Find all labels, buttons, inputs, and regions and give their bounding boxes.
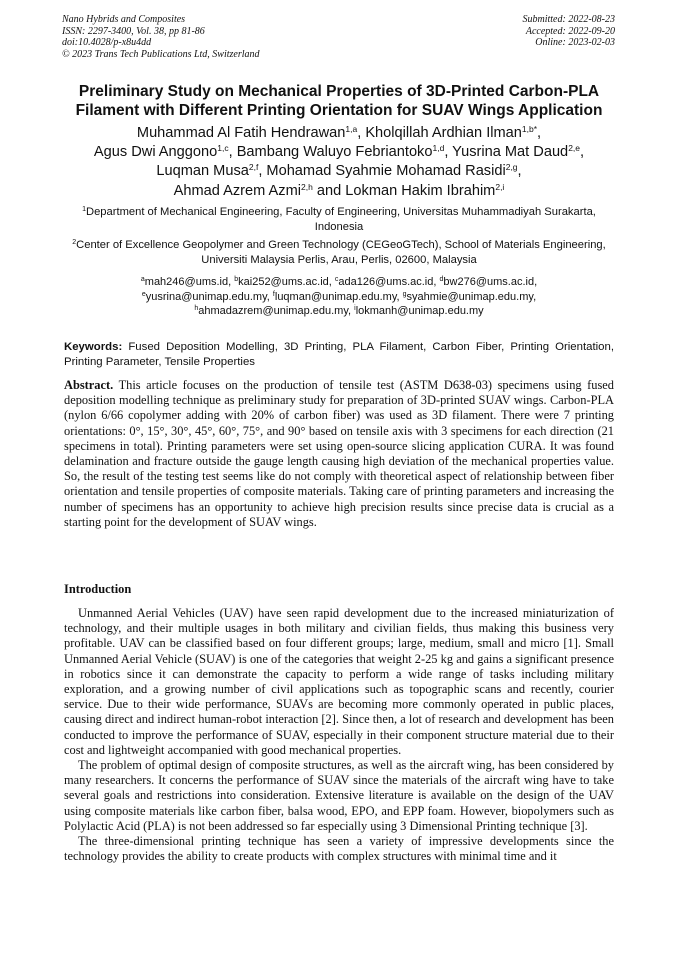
dates-info: [523, 14, 616, 49]
email-sup: b: [234, 276, 239, 283]
author-sep: ,: [444, 144, 453, 161]
accepted-date: Accepted: 2022-09-20: [525, 25, 615, 37]
author-line-3: [40, 162, 638, 181]
author-name: Kholqillah Ardhian Ilman: [365, 125, 522, 141]
affiliation-text: Center of Excellence Geopolymer and Green Technology (CEGeoGTech), School of Materials Engineering, Universiti Malaysia Perlis, Arau, Perlis, 02600, Malaysia: [76, 239, 606, 266]
affiliation-2: [66, 238, 612, 268]
affiliation-sup: 1: [82, 206, 86, 213]
email-link[interactable]: ada126@ums.ac.id: [338, 276, 434, 288]
author-name: Ahmad Azrem Azmi: [173, 182, 301, 199]
author-name: Muhammad Al Fatih Hendrawan: [136, 125, 346, 141]
author-sup: 1,d: [432, 143, 445, 154]
submitted-date: Submitted: 2022-08-23: [522, 14, 615, 25]
author-name: Lokman Hakim Ibrahim: [345, 182, 496, 199]
affiliation-1: [66, 205, 612, 235]
paragraph: The three-dimensional printing technique has seen a variety of impressive developments since the technology provides the ability to create products with complex structures with minimal time and it: [64, 834, 614, 864]
author-list: [40, 124, 638, 201]
email-link[interactable]: yusrina@unimap.edu.my: [145, 290, 267, 303]
paragraph: Unmanned Aerial Vehicles (UAV) have seen rapid development due to the increased miniaturization of technology, and their multiple usages in both military and civilian fields, thus making this business very profitable. UAV can be classified based on four different groups; large, medium, small and micro [1]. Small Unmanned Aerial Vehicle (SUAV) is one of the categories that weight 2-25 kg and gains a significant presence in robotics since it can demonstrate the capacity to perform a wide range of tasks including military exploration, and a growing number of civil applications such as topographic scans and recently, courier service. Due to their wide performance, SUAVs are becoming more commonly operated in public places, causing direct and indirect human-robot interaction [2]. Since then, a lot of research and development has been conducted to improve the performance of SUAV, especially in their component structure material due to their cost and lightweight accompanied with good mechanical properties.: [64, 606, 614, 757]
author-name: Yusrina Mat Daud: [452, 144, 569, 161]
email-line-3: $^h$ahmadazrem@unimap.edu.my, $^i$lokmanh@unimap.edu.my: [194, 305, 484, 317]
author-line-2: [40, 143, 638, 162]
email-sup: c: [334, 276, 339, 283]
email-line-1: $^a$mah246@ums.id, $^b$kai252@ums.ac.id, $^c$ada126@ums.ac.id, $^d$bw276@ums.ac.id,: [140, 276, 538, 288]
abstract-section: [64, 378, 614, 530]
affiliation-text: Department of Mechanical Engineering, Faculty of Engineering, Universitas Muhammadiyah Surakarta, Indonesia: [86, 206, 596, 233]
author-sup: 2,f: [248, 162, 259, 173]
email-sup: h: [194, 305, 199, 312]
email-link[interactable]: ahmadazrem@unimap.edu.my: [198, 305, 349, 317]
abstract-label: Abstract.: [64, 378, 114, 392]
keywords-text: Fused Deposition Modelling, 3D Printing, PLA Filament, Carbon Fiber, Printing Orientation, Printing Parameter, Tensile Properties: [64, 341, 614, 368]
email-sup: e: [141, 290, 146, 298]
author-sup: 2,g: [505, 162, 518, 173]
journal-info: [62, 14, 260, 60]
email-link[interactable]: lokmanh@unimap.edu.my: [355, 305, 484, 317]
author-sup: 2,h: [301, 181, 313, 192]
author-name: Bambang Waluyo Febriantoko: [236, 144, 433, 161]
author-name: Mohamad Syahmie Mohamad Rasidi: [266, 163, 506, 180]
email-link[interactable]: syahmie@unimap.edu.my: [406, 290, 534, 303]
author-sep: ,: [258, 163, 267, 180]
email-link[interactable]: mah246@ums.id: [144, 276, 229, 288]
email-sup: d: [439, 276, 444, 283]
author-line-4: [40, 182, 638, 201]
email-link[interactable]: bw276@ums.ac.id: [443, 276, 535, 288]
email-link[interactable]: kai252@ums.ac.id: [238, 276, 329, 288]
keywords-label: Keywords:: [64, 341, 123, 353]
journal-name: Nano Hybrids and Composites: [62, 14, 186, 25]
email-sup: i: [354, 305, 356, 312]
title-line-1: Preliminary Study on Mechanical Properties of 3D-Printed Carbon-PLA: [78, 83, 600, 100]
keywords-section: [64, 340, 614, 370]
introduction-body: [64, 606, 614, 864]
email-link[interactable]: luqman@unimap.edu.my: [274, 290, 397, 303]
author-sep: ,: [580, 144, 585, 161]
paper-title: [50, 82, 628, 120]
email-line-2: $^e$yusrina@unimap.edu.my, $^f$luqman@unimap.edu.my, $^g$syahmie@unimap.edu.my,: [141, 290, 537, 303]
author-sup: 1,a: [345, 124, 358, 134]
author-sep: ,: [357, 125, 366, 141]
author-sup: 1,c: [217, 143, 229, 154]
author-sup: 1,b*: [521, 124, 538, 134]
email-sup: f: [272, 290, 275, 298]
email-list: [62, 275, 616, 319]
email-sup: a: [140, 276, 145, 283]
author-sep: ,: [517, 163, 522, 180]
author-sep: ,: [537, 125, 542, 141]
doi-line[interactable]: doi:10.4028/p-x8u4dd: [62, 37, 152, 48]
issn-line: ISSN: 2297-3400, Vol. 38, pp 81-86: [62, 25, 205, 37]
copyright-line: © 2023 Trans Tech Publications Ltd, Switzerland: [62, 48, 260, 60]
author-sup: 2,e: [568, 143, 581, 154]
author-sep: and: [312, 182, 346, 199]
author-sep: ,: [228, 144, 237, 161]
paragraph: The problem of optimal design of composite structures, as well as the aircraft wing, has been considered by many researchers. It concerns the performance of SUAV since the materials of the aircraft wing have to take several goals and restrictions into consideration. Extensive literature is available on the design of the UAV using composite materials like carbon fiber, balsa wood, EPO, and EPP foam. However, biopolymers such as Polylactic Acid (PLA) is not been addressed so far especially using 3 Dimensional Printing technique [3].: [64, 758, 614, 833]
author-line-1: [40, 124, 638, 143]
abstract-text: This article focuses on the production of tensile test (ASTM D638-03) specimens using fused deposition modelling technique as preliminary study for preparation of 3D-printed SUAV wings. Carbon-PLA (nylon 6/66 copolymer adding with 20% of carbon fiber) was used as 3D filament. There were 7 printing orientations: 0°, 15°, 30°, 45°, 60°, 75°, and 90° based on tensile axis with 3 specimens for each direction (21 specimens in total). Printing parameters were set using open-source slicing application CURA. It was found delamination and fracture outside the gauge length causing high deviation of the mechanical properties value. So, the result of the testing test seems like do not comply with theoretical aspect of relationship between fiber orientation and tensile properties of composite materials. Taking care of printing parameters and increasing the number of specimens has an opportunity to achieve high precision results since precise data is crucial as a starting point for the development of SUAV wings.: [64, 378, 615, 529]
online-date: Online: 2023-02-03: [535, 37, 615, 48]
affiliation-sup: 2: [72, 239, 77, 246]
author-name: Luqman Musa: [156, 163, 249, 180]
title-line-2: Filament with Different Printing Orientation for SUAV Wings Application: [75, 102, 603, 119]
introduction-heading: Introduction: [64, 582, 132, 596]
author-sup: 2,i: [495, 181, 505, 192]
author-name: Agus Dwi Anggono: [93, 144, 218, 161]
email-sup: g: [402, 290, 407, 298]
